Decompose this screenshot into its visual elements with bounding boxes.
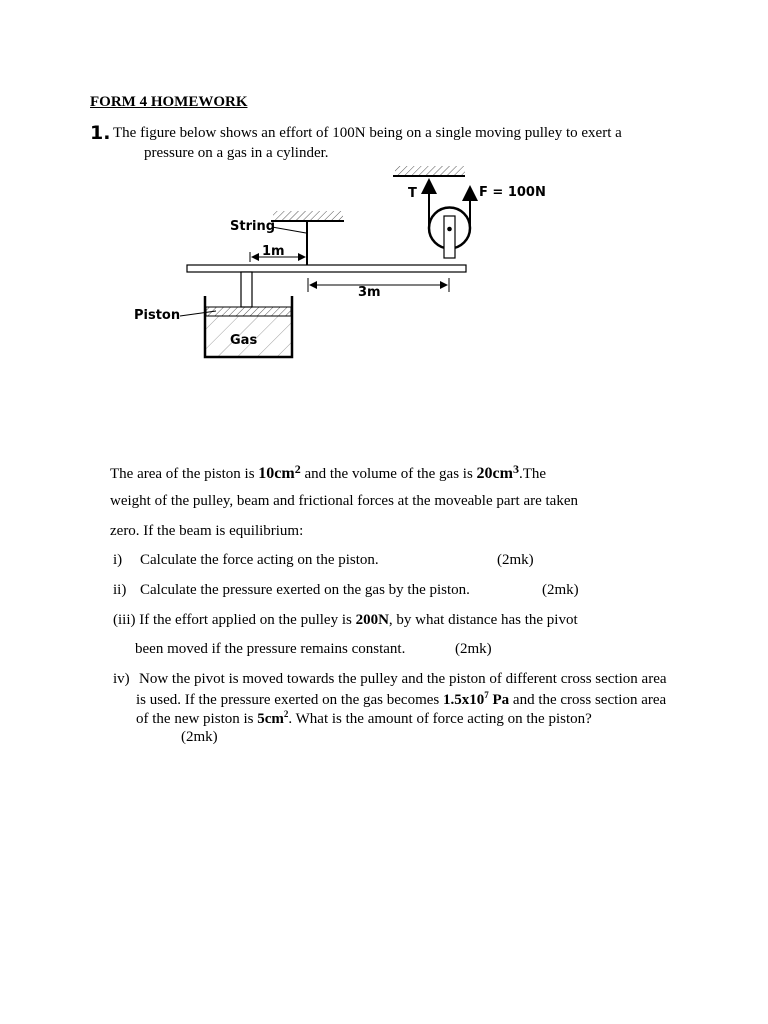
item-iv-label: iv) [113, 671, 130, 687]
page-heading: FORM 4 HOMEWORK [90, 94, 248, 110]
item-iii-marks: (2mk) [455, 641, 492, 657]
item-iv-line2: is used. If the pressure exerted on the gas becomes $1.5x10^7$ Pa and the cross section area [136, 690, 667, 708]
item-iv-marks: (2mk) [181, 729, 218, 745]
item-iii-line2: been moved if the pressure remains constant. [135, 641, 406, 657]
piston-rod [241, 272, 252, 307]
item-i-text: Calculate the force acting on the piston. [140, 552, 379, 568]
question-intro-line2: pressure on a gas in a cylinder. [144, 145, 329, 161]
label-t: T [408, 186, 417, 201]
label-piston: Piston [134, 308, 181, 323]
item-ii-label: ii) [113, 582, 127, 598]
item-iii-line1: (iii) If the effort applied on the pulley is 200N, by what distance has the pivot [113, 612, 578, 628]
label-f: F = 100N [479, 185, 546, 200]
label-3m: 3m [358, 285, 381, 300]
label-string: String [230, 219, 276, 234]
item-ii-marks: (2mk) [542, 582, 579, 598]
question-intro-line1: The figure below shows an effort of 100N being on a single moving pulley to exert a [113, 125, 622, 141]
label-1m: 1m [262, 244, 285, 259]
question-number: 1. [90, 122, 111, 144]
item-i-label: i) [113, 552, 123, 568]
paragraph-line3: zero. If the beam is equilibrium: [110, 523, 304, 539]
beam [187, 265, 466, 272]
pulley-diagram [0, 0, 768, 380]
paragraph-line1: The area of the piston is $10cm^2$ and the volume of the gas is $20cm^3.The$ [110, 462, 547, 482]
moving-pulley [429, 208, 470, 259]
string-pointer [272, 227, 306, 233]
ceiling-support-pulley [393, 166, 465, 176]
label-gas: Gas [230, 333, 258, 348]
item-i-marks: (2mk) [497, 552, 534, 568]
item-ii-text: Calculate the pressure exerted on the gas by the piston. [140, 582, 470, 598]
paragraph-line2: weight of the pulley, beam and frictional forces at the moveable part are taken [110, 493, 578, 509]
item-iv-line1: Now the pivot is moved towards the pulley and the piston of different cross section area [139, 671, 667, 687]
piston-plate [206, 307, 291, 316]
item-iv-line3: of the new piston is $5cm^2$. What is the amount of force acting on the piston? [136, 709, 592, 727]
